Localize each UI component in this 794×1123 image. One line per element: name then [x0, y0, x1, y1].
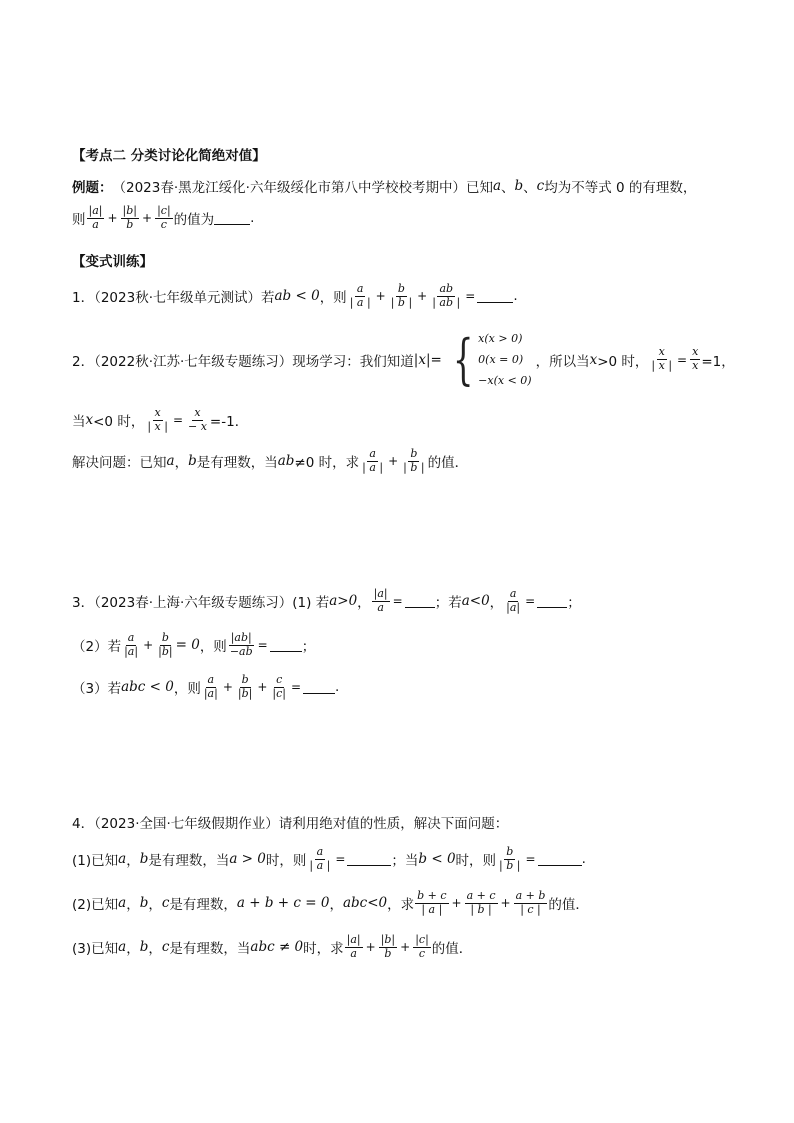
var-x: x — [589, 351, 598, 368]
q4-p2-mid2: ，求 — [387, 897, 415, 914]
fraction: $\frac{|c|}{c}$ — [157, 204, 171, 231]
period: . — [581, 851, 586, 868]
question-2 — [72, 328, 735, 391]
q4-abc-negative: abc<0 — [342, 895, 388, 912]
fraction: $\frac{a}{|a|}$ — [203, 673, 218, 700]
question-1 — [72, 283, 518, 309]
plus-sign: + — [257, 680, 268, 695]
example-source: （2023春·黑龙江绥化·六年级绥化市第八中学校校考期中）已知 — [112, 180, 493, 196]
q1-pre: 1．（2023秋·七年级单元测试）若 — [72, 290, 275, 307]
comma: ， — [126, 853, 140, 870]
var-c: c — [161, 895, 170, 912]
q4-p2-mid: 是有理数， — [169, 897, 237, 914]
var-ab: ab — [277, 453, 295, 470]
equals-sign: = — [430, 351, 442, 368]
q3-a-positive: a>0 — [329, 593, 358, 610]
fraction: $\frac{b}{| b |}$ — [499, 845, 521, 872]
fraction: $\frac{ab}{| ab |}$ — [432, 282, 461, 309]
answer-blank[interactable] — [477, 290, 513, 303]
q4-abc-nonzero: abc ≠ 0 — [250, 939, 304, 956]
piecewise-definition — [446, 328, 532, 391]
comma: ， — [174, 455, 189, 472]
plus-sign: + — [142, 211, 153, 226]
fraction: $\frac{a}{| a |}$ — [362, 447, 384, 474]
fraction: $\frac{x}{- x}$ — [188, 406, 207, 433]
period: . — [250, 210, 255, 227]
comma: ， — [126, 897, 140, 914]
q3-semi: ；若 — [434, 595, 462, 612]
q2-line2-pre: 当 — [72, 414, 86, 431]
answer-blank[interactable] — [347, 853, 391, 866]
period: . — [335, 679, 340, 696]
q3-p2-end: ； — [301, 639, 316, 656]
question-4 — [72, 812, 508, 832]
fraction: $\frac{|a|}{a}$ — [88, 204, 103, 231]
var-a: a — [118, 939, 127, 956]
answer-blank[interactable] — [303, 681, 335, 694]
fraction: $\frac{a}{|a|}$ — [124, 631, 139, 658]
q4-pre: 4．（2023·全国·七年级假期作业）请利用绝对值的性质，解决下面问题： — [72, 816, 509, 832]
separator: 、 — [501, 180, 515, 196]
answer-blank[interactable] — [537, 595, 567, 608]
left-brace-icon: { — [452, 327, 474, 391]
plus-sign: + — [143, 638, 154, 653]
plus-sign: + — [107, 211, 118, 226]
question-3 — [72, 588, 581, 614]
comma: ， — [126, 941, 140, 958]
var-a: a — [118, 851, 127, 868]
var-b: b — [139, 851, 149, 868]
answer-blank[interactable] — [538, 853, 582, 866]
q1-condition: ab < 0 — [274, 288, 320, 305]
q4-p3-pre: (3)已知 — [72, 941, 119, 958]
q4-p1-pre: (1)已知 — [72, 853, 119, 870]
var-b: b — [514, 178, 524, 194]
q3-p3-mid: ，则 — [173, 681, 201, 698]
q3-p3-pre: （3）若 — [72, 681, 122, 698]
fraction: $\frac{b}{| b |}$ — [403, 447, 425, 474]
example-label: 例题： — [72, 180, 113, 196]
plus-sign: + — [375, 289, 386, 304]
q4-p3-mid2: 时，求 — [303, 941, 344, 958]
q1-mid: ，则 — [319, 290, 347, 307]
q2-result2: =-1． — [209, 414, 249, 431]
question-3-part-3 — [72, 674, 339, 700]
equals-sign: = — [290, 680, 302, 695]
equals-sign: = — [525, 594, 536, 609]
q2-mid: ，所以当 — [535, 353, 590, 370]
fraction: $\frac{b}{|b|}$ — [237, 673, 253, 700]
var-c: c — [536, 178, 545, 194]
plus-sign: + — [365, 940, 376, 955]
q3-pre: 3．（2023春·上海·六年级专题练习）(1) 若 — [72, 595, 330, 612]
equals-sign: = — [172, 413, 183, 428]
example-line2-post: 的值为 — [173, 212, 215, 229]
equals-sign: = — [257, 638, 268, 653]
fraction: $\frac{|c|}{c}$ — [415, 933, 429, 960]
fraction: $\frac{|a|}{a}$ — [346, 933, 361, 960]
comma: ， — [489, 595, 504, 612]
fraction: $\frac{|ab|}{-ab}$ — [229, 631, 253, 658]
question-3-part-2 — [72, 632, 315, 658]
question-4-part-2 — [72, 890, 589, 916]
abs-x: |x| — [413, 351, 431, 368]
separator: 、 — [523, 180, 537, 196]
comma: ， — [148, 941, 162, 958]
example-line-2 — [72, 205, 254, 231]
equals-sign: = — [677, 352, 688, 367]
q4-p1-mid3: 时，则 — [455, 853, 497, 870]
fraction: $\frac{x}{| x |}$ — [147, 406, 168, 433]
example-text-end: 均为不等式 0 的有理数， — [544, 180, 697, 196]
fraction: $\frac{a}{| a |}$ — [309, 845, 331, 872]
var-a: a — [492, 178, 502, 194]
fraction: $\frac{|a|}{a}$ — [373, 587, 388, 614]
q4-p1-mid: 是有理数，当 — [148, 853, 230, 870]
plus-sign: + — [400, 940, 411, 955]
var-x: x — [85, 412, 94, 429]
q4-p3-end: 的值． — [431, 941, 473, 958]
question-2-line-3 — [72, 448, 468, 474]
fraction: $\frac{a}{| a |}$ — [349, 282, 371, 309]
plus-sign: + — [222, 680, 233, 695]
case-negative: −x(x < 0) — [478, 374, 532, 387]
q4-sum-zero: a + b + c = 0 — [236, 895, 330, 912]
fraction: $\frac{b}{| b |}$ — [390, 282, 413, 309]
q2-line3-mid2: ≠0 时，求 — [294, 455, 360, 472]
comma: ， — [357, 595, 371, 612]
fraction: $\frac{b + c}{| a |}$ — [417, 889, 447, 916]
plus-sign: + — [451, 896, 462, 911]
case-zero: 0(x = 0) — [478, 353, 524, 366]
answer-blank[interactable] — [405, 595, 435, 608]
plus-sign: + — [417, 289, 428, 304]
fraction: $\frac{b}{|b|}$ — [158, 631, 173, 658]
q3-abc-negative: abc < 0 — [121, 679, 174, 696]
example-line-1 — [72, 176, 696, 196]
case-positive: x(x > 0) — [478, 332, 523, 345]
q4-p2-pre: (2)已知 — [72, 897, 119, 914]
q4-p3-mid: 是有理数，当 — [169, 941, 251, 958]
fraction: $\frac{c}{|c|}$ — [272, 673, 286, 700]
plus-sign: + — [500, 896, 511, 911]
var-a: a — [118, 895, 127, 912]
q4-p1-mid2: 时，则 — [265, 853, 307, 870]
equals-sign: = — [525, 852, 536, 867]
fraction: $\frac{a}{|a|}$ — [506, 587, 521, 614]
fraction: $\frac{x}{x}$ — [692, 345, 699, 372]
var-b: b — [139, 939, 149, 956]
q2-line3-pre: 解决问题：已知 — [72, 455, 167, 472]
q3-p2-pre: （2）若 — [72, 639, 122, 656]
q4-b-negative: b < 0 — [418, 851, 456, 868]
q3-a-negative: a<0 — [461, 593, 490, 610]
practice-title: 【变式训练】 — [72, 254, 153, 270]
q2-pre: 2．（2022秋·江苏·七年级专题练习）现场学习：我们知道 — [72, 353, 414, 370]
question-2-line-2 — [72, 407, 248, 433]
fraction: $\frac{x}{| x |}$ — [651, 345, 673, 372]
q4-p2-end: 的值． — [548, 897, 589, 914]
answer-blank[interactable] — [270, 639, 302, 652]
var-c: c — [161, 939, 170, 956]
example-line2-pre: 则 — [72, 212, 86, 229]
q3-semi-end: ； — [567, 595, 581, 612]
comma: ， — [148, 897, 162, 914]
section-title: 【考点二 分类讨论化简绝对值】 — [72, 148, 266, 164]
plus-sign: + — [388, 454, 399, 469]
q3-p2-mid: ，则 — [199, 639, 227, 656]
q3-eq-zero: = 0 — [175, 637, 200, 654]
var-a: a — [166, 453, 175, 470]
question-4-part-3 — [72, 934, 472, 960]
var-b: b — [188, 453, 197, 470]
var-b: b — [139, 895, 149, 912]
period: . — [513, 288, 518, 305]
equals-sign: = — [465, 289, 476, 304]
fraction: $\frac{|b|}{b}$ — [122, 204, 138, 231]
q4-a-positive: a > 0 — [229, 851, 266, 868]
fraction: $\frac{|b|}{b}$ — [380, 933, 396, 960]
equals-sign: = — [392, 594, 403, 609]
q2-result1: =1， — [701, 353, 735, 370]
equals-sign: = — [335, 852, 346, 867]
fraction: $\frac{a + c}{| b |}$ — [466, 889, 496, 916]
q2-line3-end: 的值． — [427, 455, 469, 472]
q4-p1-semi: ；当 — [391, 853, 419, 870]
comma: ， — [329, 897, 343, 914]
q2-line2-mid: <0 时， — [93, 414, 145, 431]
q2-mid2: >0 时， — [597, 353, 649, 370]
question-4-part-1 — [72, 846, 586, 872]
answer-blank[interactable] — [214, 212, 250, 225]
q2-line3-mid: 是有理数，当 — [196, 455, 278, 472]
fraction: $\frac{a + b}{| c |}$ — [515, 889, 546, 916]
